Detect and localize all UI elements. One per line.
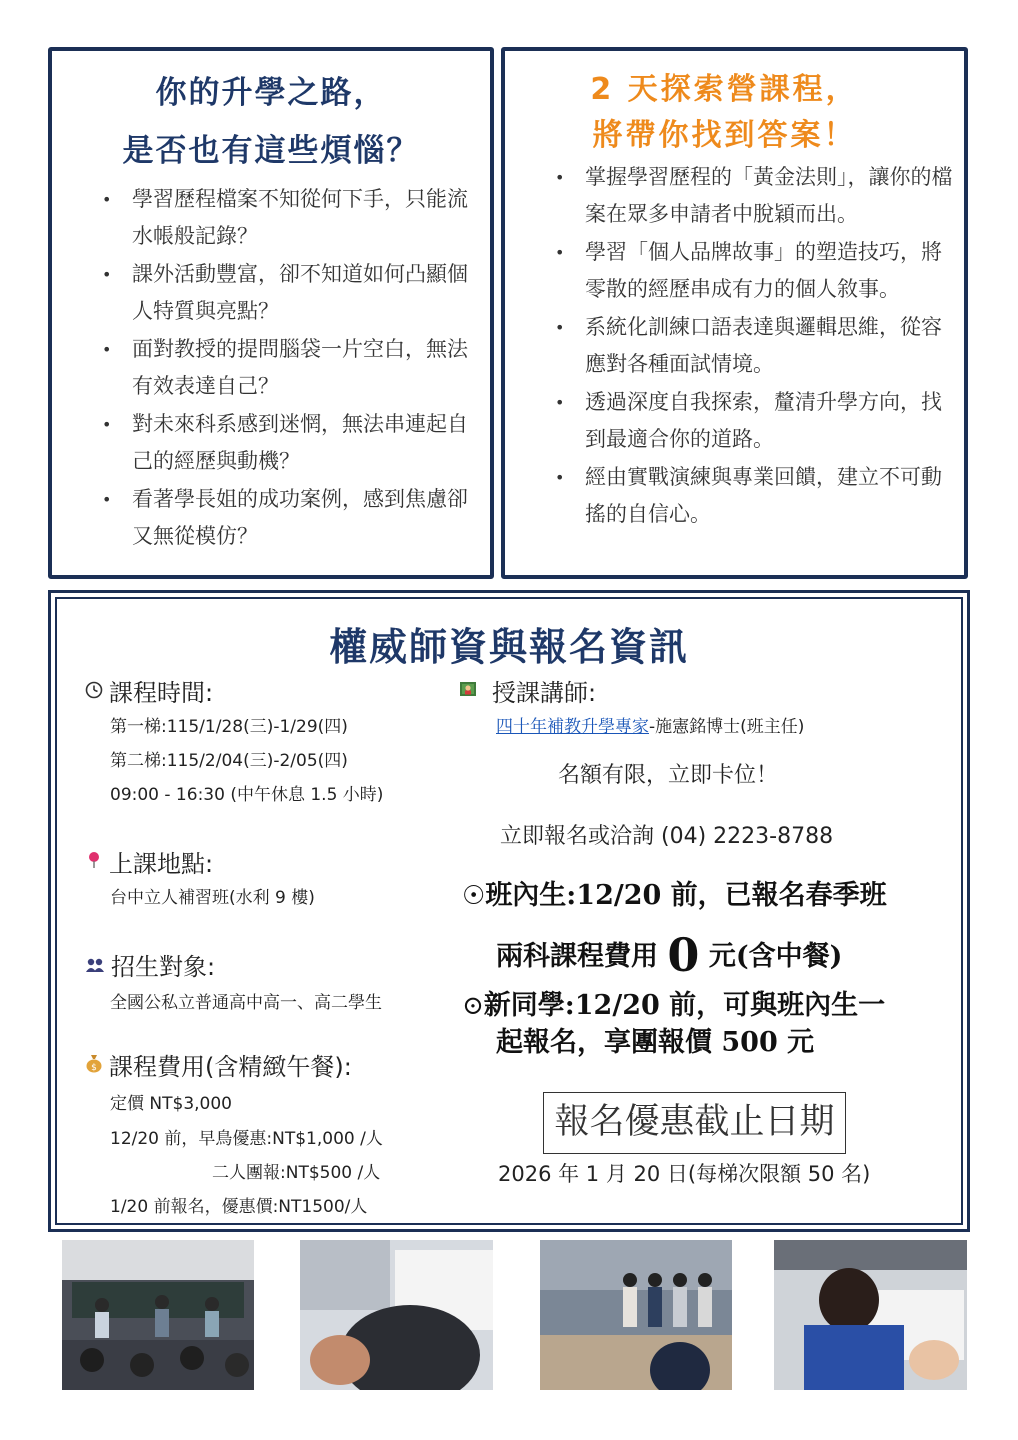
fee-label: 課程費用(含精緻午餐): <box>109 1053 352 1081</box>
classroom-photo-3 <box>540 1240 732 1390</box>
offer-marker-icon: ☉ <box>462 881 486 911</box>
limited-seats-text: 名額有限，立即卡位！ <box>558 763 779 788</box>
classroom-photo-1 <box>62 1240 254 1390</box>
deadline-text: 2026 年 1 月 20 日(每梯次限額 50 名) <box>498 1162 871 1186</box>
offer-new-text1: 新同學:12/20 前，可與班內生一 <box>483 990 886 1021</box>
pain-points-title <box>52 61 490 183</box>
list-item: • 學習歷程檔案不知從何下手，只能流水帳般記錄？ <box>132 181 472 255</box>
schedule-label: 課程時間: <box>109 679 214 707</box>
schedule-line-3: 09:00 - 16:30 (中午休息 1.5 小時) <box>110 785 384 805</box>
pain-points-panel <box>48 47 494 579</box>
pain-points-list <box>132 181 472 556</box>
fee-line-1: 定價 NT$3,000 <box>110 1094 232 1114</box>
benefits-title-line1: 2 天探索營課程， <box>590 72 859 107</box>
instructor-name: -施憲銘博士(班主任) <box>649 717 805 737</box>
schedule-line-1: 第一梯:115/1/28(三)-1/29(四) <box>110 717 348 737</box>
offer-returning-text1: 班內生:12/20 前，已報名春季班 <box>485 880 887 911</box>
svg-text:$: $ <box>91 1062 97 1073</box>
instructor-label: 授課講師: <box>492 679 597 707</box>
instructor-line <box>496 712 804 737</box>
deadline-label-box: 報名優惠截止日期 <box>543 1092 846 1154</box>
offer-returning-line2 <box>496 928 842 982</box>
clock-icon <box>85 677 103 705</box>
list-item: • 看著學長姐的成功案例，感到焦慮卻又無從模仿？ <box>132 481 472 555</box>
contact-text: 立即報名或洽詢 (04) 2223-8788 <box>500 824 834 849</box>
location-label: 上課地點: <box>109 850 214 878</box>
list-item: • 面對教授的提問腦袋一片空白，無法有效表達自己？ <box>132 331 472 405</box>
audience-text: 全國公私立普通高中高一、高二學生 <box>110 993 382 1013</box>
offer-zero-amount: 0 <box>667 928 700 982</box>
list-item: • 掌握學習歷程的「黃金法則」，讓你的檔案在眾多申請者中脫穎而出。 <box>585 159 955 233</box>
audience-label: 招生對象: <box>111 953 216 981</box>
offer-returning-line1 <box>462 873 887 912</box>
schedule-heading <box>85 673 213 708</box>
fee-line-2: 12/20 前，早鳥優惠:NT$1,000 /人 <box>110 1129 383 1149</box>
list-item: • 經由實戰演練與專業回饋，建立不可動搖的自信心。 <box>585 459 955 533</box>
instructor-expert-link[interactable]: 四十年補教升學專家 <box>496 717 649 737</box>
offer-returning-text2a: 兩科課程費用 <box>496 941 658 972</box>
benefits-list <box>585 159 955 534</box>
list-item: • 透過深度自我探索，釐清升學方向，找到最適合你的道路。 <box>585 384 955 458</box>
people-icon <box>85 951 105 979</box>
info-title: 權威師資與報名資訊 <box>328 625 689 669</box>
pin-icon <box>85 848 103 876</box>
audience-heading <box>85 947 215 982</box>
list-item: • 學習「個人品牌故事」的塑造技巧，將零散的經歷串成有力的個人敘事。 <box>585 234 955 308</box>
offer-new-line2: 起報名，享團報價 500 元 <box>496 1027 815 1058</box>
instructor-heading <box>458 673 596 708</box>
offer-new-line1 <box>462 983 885 1022</box>
location-heading <box>85 844 213 879</box>
fee-line-3: 二人團報:NT$500 /人 <box>212 1163 381 1183</box>
offer-returning-text2b: 元(含中餐) <box>708 941 843 972</box>
benefits-title-line2: 將帶你找到答案！ <box>592 118 857 153</box>
fee-line-4: 1/20 前報名，優惠價:NT1500/人 <box>110 1197 368 1217</box>
pain-title-line1: 你的升學之路， <box>155 75 387 111</box>
teacher-icon <box>458 677 478 705</box>
offer-marker-icon: ⊙ <box>462 991 484 1021</box>
benefits-title <box>485 67 964 159</box>
schedule-line-2: 第二梯:115/2/04(三)-2/05(四) <box>110 751 348 771</box>
pain-title-line2: 是否也有這些煩惱？ <box>122 133 420 169</box>
list-item: • 對未來科系感到迷惘，無法串連起自己的經歷與動機？ <box>132 406 472 480</box>
money-bag-icon <box>85 1051 103 1079</box>
list-item: • 課外活動豐富，卻不知道如何凸顯個人特質與亮點？ <box>132 256 472 330</box>
benefits-panel <box>501 47 968 579</box>
list-item: • 系統化訓練口語表達與邏輯思維，從容應對各種面試情境。 <box>585 309 955 383</box>
fee-heading <box>85 1047 352 1082</box>
classroom-photo-4 <box>774 1240 967 1390</box>
classroom-photo-2 <box>300 1240 493 1390</box>
location-text: 台中立人補習班(水利 9 樓) <box>110 888 315 908</box>
